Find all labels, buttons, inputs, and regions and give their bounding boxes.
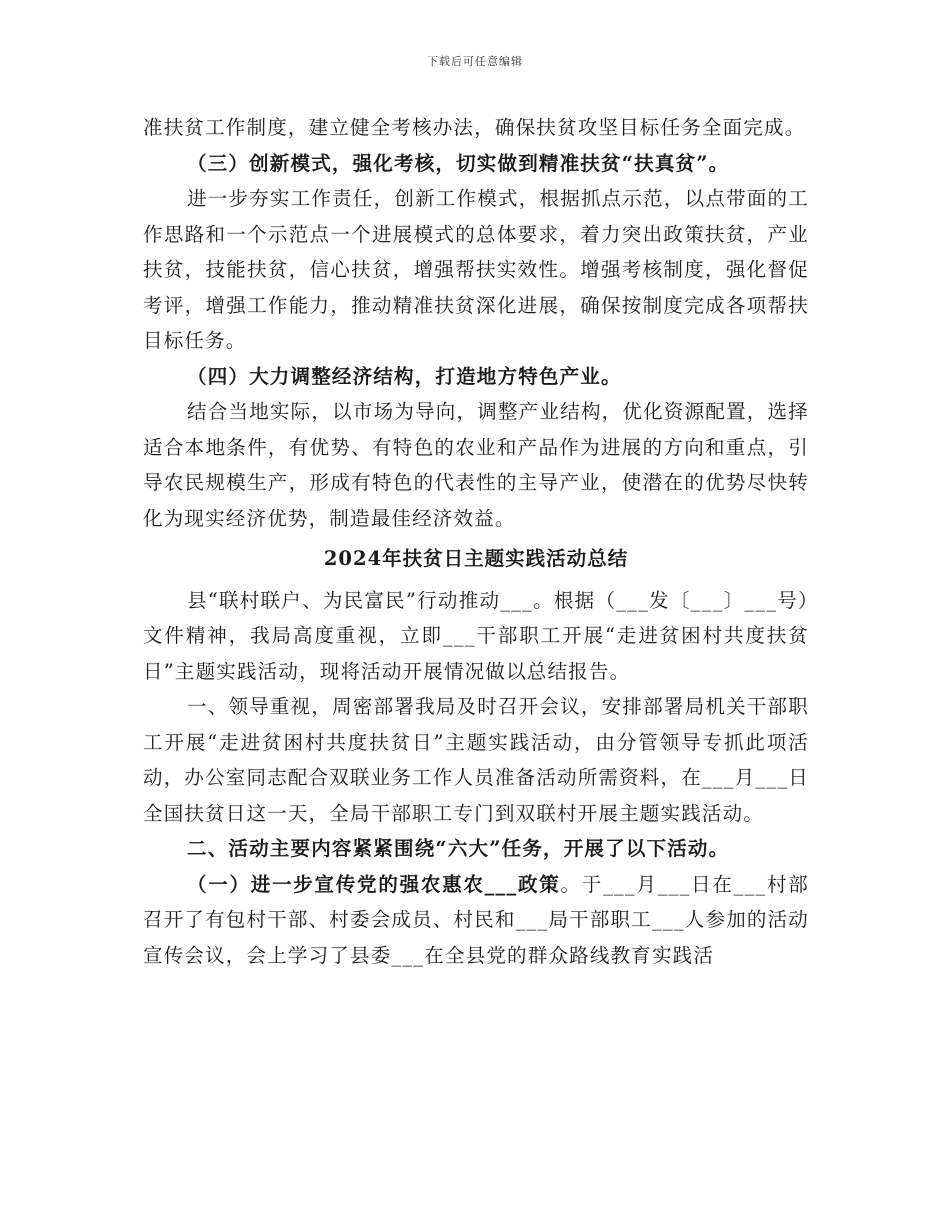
paragraph-economy: 结合当地实际，以市场为导向，调整产业结构，优化资源配置，选择适合本地条件，有优势、有特色的农业和产品作为进展的方向和重点，引导农民规模生产，形成有特色的代表性的主导产业，使潜在的优势尽快转化为现实经济优势，制造最佳经济效益。 (143, 400, 809, 530)
activity-1-text: 。于___月___日在___村部召开了有包村干部、村委会成员、村民和___局干部职工___人参加的活动宣传会议，会上学习了县委___在全县党的群众路线教育实践活 (143, 872, 810, 967)
section-heading-4: （四）大力调整经济结构，打造地方特色产业。 (187, 364, 622, 388)
document-body (143, 110, 809, 973)
paragraph-innovation: 进一步夯实工作责任，创新工作模式，根据抓点示范，以点带面的工作思路和一个示范点一个进展模式的总体要求，着力突出政策扶贫，产业扶贫，技能扶贫，信心扶贫，增强帮扶实效性。增强考核制度，强化督促考评，增强工作能力，推动精准扶贫深化进展，确保按制度完成各项帮扶目标任务。 (143, 187, 809, 352)
activity-1-heading: （一）进一步宣传党的强农惠农___政策 (187, 872, 561, 896)
paragraph-intro: 县“联村联户、为民富民”行动推动___。根据（___发〔___〕___号）文件精神，我局高度重视，立即___干部职工开展“走进贫困村共度扶贫日”主题实践活动，现将活动开展情况做以总结报告。 (143, 588, 809, 683)
document-title: 2024年扶贫日主题实践活动总结 (323, 547, 629, 570)
paragraph-continuation: 准扶贫工作制度，建立健全考核办法，确保扶贫攻坚目标任务全面完成。 (143, 116, 806, 139)
section-heading-3: （三）创新模式，强化考核，切实做到精准扶贫“扶真贫”。 (187, 151, 730, 175)
paragraph-activity-1 (143, 867, 809, 974)
header-note: 下载后可任意编辑 (427, 55, 523, 68)
paragraph-leadership: 一、领导重视，周密部署我局及时召开会议，安排部署局机关干部职工开展“走进贫困村共度扶贫日”主题实践活动，由分管领导专抓此项活动，办公室同志配合双联业务工作人员准备活动所需资料，在___月___日全国扶贫日这一天，全局干部职工专门到双联村开展主题实践活动。 (143, 695, 810, 825)
section-heading-two: 二、活动主要内容紧紧围绕“六大”任务，开展了以下活动。 (187, 837, 730, 860)
